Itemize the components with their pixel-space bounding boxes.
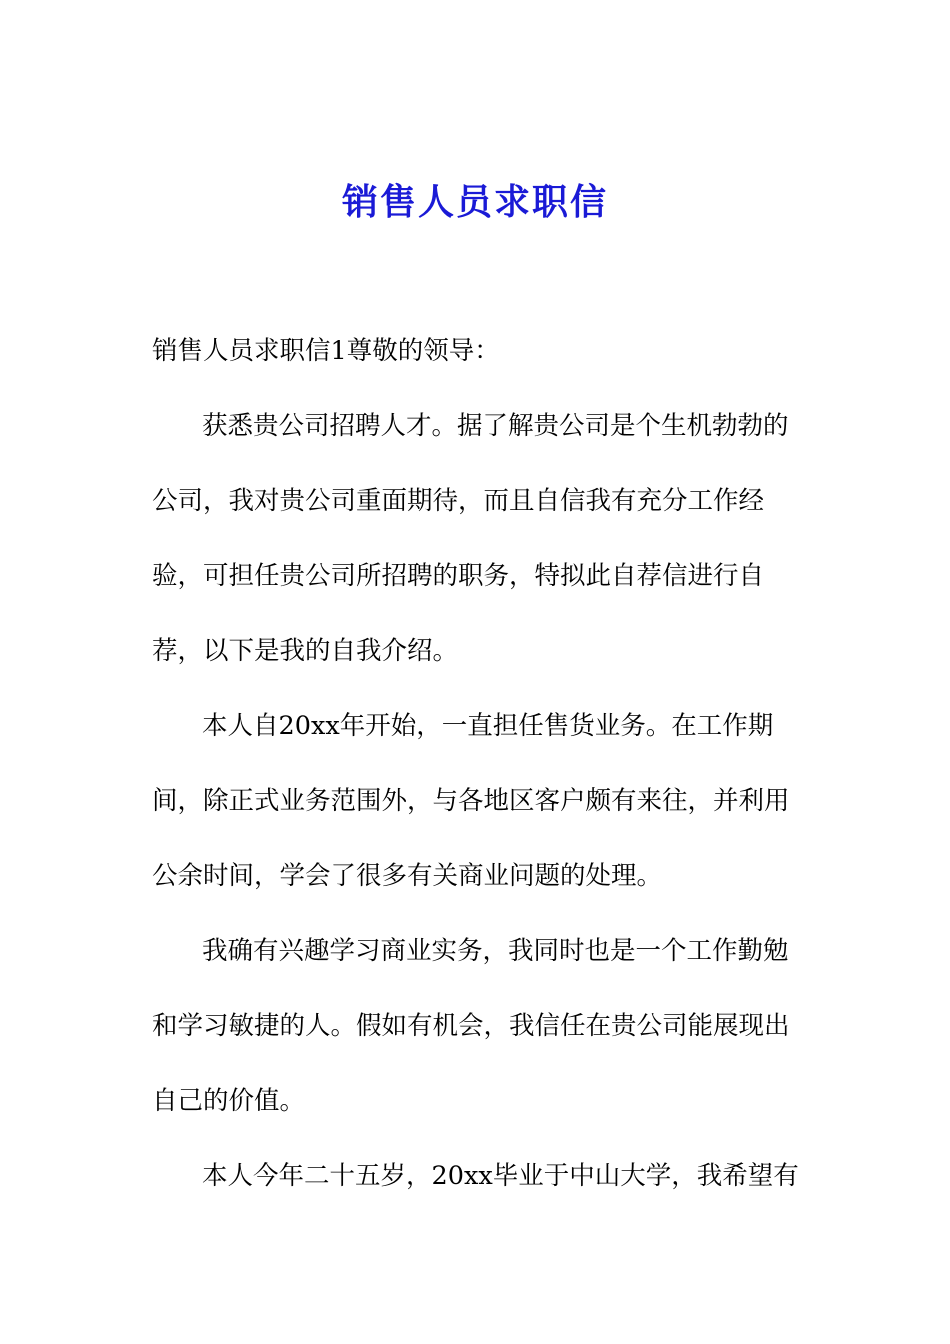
salutation-line: 销售人员求职信1尊敬的领导： xyxy=(152,336,500,366)
paragraph-1-line-1: 获悉贵公司招聘人才。据了解贵公司是个生机勃勃的 xyxy=(202,411,789,441)
paragraph-2-line-3: 公余时间，学会了很多有关商业问题的处理。 xyxy=(152,861,663,891)
paragraph-3-line-1: 我确有兴趣学习商业实务，我同时也是一个工作勤勉 xyxy=(202,936,789,966)
paragraph-3-line-3: 自己的价值。 xyxy=(152,1086,306,1116)
paragraph-2-line-2: 间，除正式业务范围外，与各地区客户颇有来往，并利用 xyxy=(152,786,790,816)
paragraph-1-line-2: 公司，我对贵公司重面期待，而且自信我有充分工作经 xyxy=(152,486,765,516)
paragraph-2-line-1: 本人自20xx年开始，一直担任售货业务。在工作期 xyxy=(202,711,774,741)
paragraph-3-line-2: 和学习敏捷的人。假如有机会，我信任在贵公司能展现出 xyxy=(152,1011,790,1041)
paragraph-1-line-3: 验，可担任贵公司所招聘的职务，特拟此自荐信进行自 xyxy=(152,561,765,591)
paragraph-1-line-4: 荐，以下是我的自我介绍。 xyxy=(152,636,459,666)
paragraph-4-line-1: 本人今年二十五岁，20xx毕业于中山大学，我希望有 xyxy=(202,1161,799,1191)
document-title: 销售人员求职信 xyxy=(341,181,608,223)
